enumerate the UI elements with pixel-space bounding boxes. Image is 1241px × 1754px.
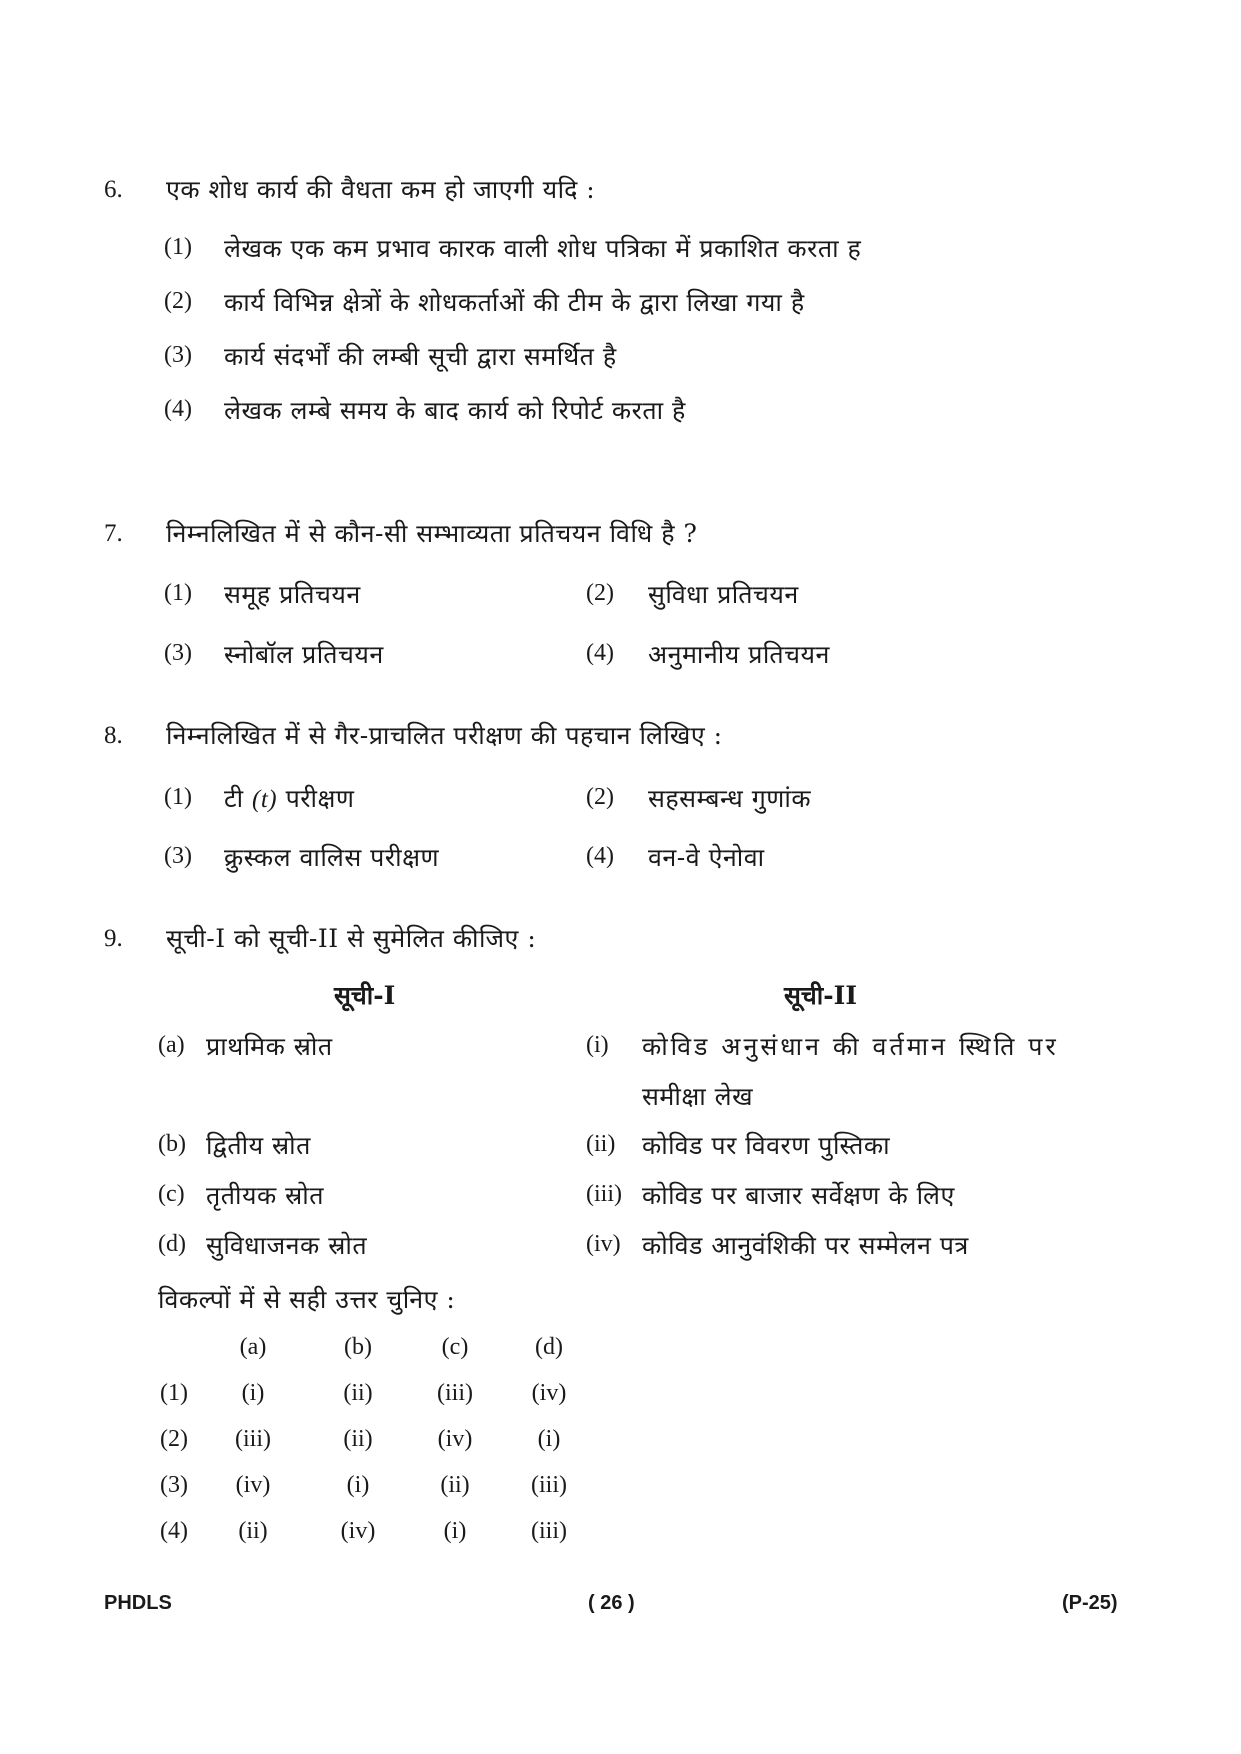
matrix-header-d: (d) <box>535 1334 563 1360</box>
q7-option-1-text: समूह प्रतिचयन <box>224 580 361 609</box>
question-6-text: एक शोध कार्य की वैधता कम हो जाएगी यदि : <box>166 175 596 204</box>
matrix-header-b: (b) <box>344 1334 372 1360</box>
q8-option-3-text: क्रुस्कल वालिस परीक्षण <box>224 843 440 872</box>
answer-instruction: विकल्पों में से सही उत्तर चुनिए : <box>158 1285 456 1314</box>
q8-option-1-number: (1) <box>164 784 192 810</box>
footer-series-code: (P-25) <box>1062 1592 1118 1614</box>
list-1-item-b-label: (b) <box>158 1131 186 1157</box>
list-2-item-iv-text: कोविड आनुवंशिकी पर सम्मेलन पत्र <box>642 1231 969 1260</box>
question-8-text: निम्नलिखित में से गैर-प्राचलित परीक्षण की पहचान लिखिए : <box>166 721 723 750</box>
list-1-item-c-text: तृतीयक स्रोत <box>206 1181 324 1210</box>
list-2-item-iii-label: (iii) <box>586 1181 622 1207</box>
q6-option-2-text: कार्य विभिन्न क्षेत्रों के शोधकर्ताओं की टीम के द्वारा लिखा गया है <box>224 288 805 317</box>
list-1-item-c-label: (c) <box>158 1181 185 1207</box>
matrix-cell: (iii) <box>235 1426 271 1452</box>
matrix-row-2-number: (2) <box>160 1426 188 1452</box>
q7-option-2-text: सुविधा प्रतिचयन <box>648 580 799 609</box>
q7-option-3-text: स्नोबॉल प्रतिचयन <box>224 640 384 669</box>
matrix-cell: (iv) <box>235 1472 271 1498</box>
q6-option-1-number: (1) <box>164 234 192 260</box>
matrix-header-a: (a) <box>239 1334 267 1360</box>
list-1-item-d-text: सुविधाजनक स्रोत <box>206 1231 368 1260</box>
matrix-row-1-number: (1) <box>160 1380 188 1406</box>
question-9-number: 9. <box>104 925 123 952</box>
q8-option-2-number: (2) <box>586 784 614 810</box>
q7-option-1-number: (1) <box>164 580 192 606</box>
q6-option-3-text: कार्य संदर्भों की लम्बी सूची द्वारा समर्थित है <box>224 342 617 371</box>
matrix-cell: (iii) <box>437 1380 473 1406</box>
matrix-cell: (ii) <box>343 1380 373 1406</box>
question-7-number: 7. <box>104 520 123 547</box>
q8-option-3-number: (3) <box>164 843 192 869</box>
q8-option-1-text: टी (t) परीक्षण <box>224 784 355 813</box>
matrix-cell: (iv) <box>531 1380 567 1406</box>
footer-paper-code: PHDLS <box>104 1592 172 1614</box>
matrix-cell: (i) <box>537 1426 561 1452</box>
list-1-item-a-text: प्राथमिक स्रोत <box>206 1032 333 1061</box>
question-7-text: निम्नलिखित में से कौन-सी सम्भाव्यता प्रतिचयन विधि है ? <box>166 519 698 548</box>
matrix-cell: (i) <box>346 1472 370 1498</box>
matrix-cell: (i) <box>241 1380 265 1406</box>
q7-option-4-number: (4) <box>586 640 614 666</box>
list-2-item-ii-text: कोविड पर विवरण पुस्तिका <box>642 1131 891 1160</box>
q6-option-1-text: लेखक एक कम प्रभाव कारक वाली शोध पत्रिका में प्रकाशित करता ह <box>224 234 862 263</box>
q7-option-3-number: (3) <box>164 640 192 666</box>
matrix-cell: (ii) <box>238 1518 268 1544</box>
question-9-text: सूची-I को सूची-II से सुमेलित कीजिए : <box>166 924 537 953</box>
matrix-row-3-number: (3) <box>160 1472 188 1498</box>
list-2-heading: सूची-II <box>784 981 858 1010</box>
footer-page-number: ( 26 ) <box>588 1592 635 1614</box>
matrix-cell: (iv) <box>340 1518 376 1544</box>
list-2-item-i-text-continued: समीक्षा लेख <box>642 1082 754 1111</box>
q8-option-2-text: सहसम्बन्ध गुणांक <box>648 784 812 813</box>
list-2-item-iii-text: कोविड पर बाजार सर्वेक्षण के लिए <box>642 1181 955 1210</box>
q7-option-4-text: अनुमानीय प्रतिचयन <box>648 640 830 669</box>
matrix-cell: (iii) <box>531 1518 567 1544</box>
matrix-cell: (ii) <box>343 1426 373 1452</box>
q6-option-4-number: (4) <box>164 396 192 422</box>
list-1-item-b-text: द्वितीय स्रोत <box>206 1131 311 1160</box>
q6-option-2-number: (2) <box>164 288 192 314</box>
question-6-number: 6. <box>104 176 123 203</box>
q8-option-4-text: वन-वे ऐनोवा <box>648 843 765 872</box>
q6-option-3-number: (3) <box>164 342 192 368</box>
list-2-item-i-text: कोविड अनुसंधान की वर्तमान स्थिति पर <box>642 1032 1059 1061</box>
q7-option-2-number: (2) <box>586 580 614 606</box>
list-2-item-iv-label: (iv) <box>586 1231 621 1257</box>
list-1-item-d-label: (d) <box>158 1231 186 1257</box>
q6-option-4-text: लेखक लम्बे समय के बाद कार्य को रिपोर्ट करता है <box>224 396 686 425</box>
matrix-cell: (iv) <box>437 1426 473 1452</box>
question-8-number: 8. <box>104 722 123 749</box>
q8-option-4-number: (4) <box>586 843 614 869</box>
matrix-cell: (ii) <box>440 1472 470 1498</box>
list-1-heading: सूची-I <box>334 981 396 1010</box>
list-2-item-i-label: (i) <box>586 1032 609 1058</box>
list-2-item-ii-label: (ii) <box>586 1131 616 1157</box>
matrix-header-c: (c) <box>441 1334 469 1360</box>
list-1-item-a-label: (a) <box>158 1032 185 1058</box>
matrix-row-4-number: (4) <box>160 1518 188 1544</box>
matrix-cell: (iii) <box>531 1472 567 1498</box>
matrix-cell: (i) <box>443 1518 467 1544</box>
